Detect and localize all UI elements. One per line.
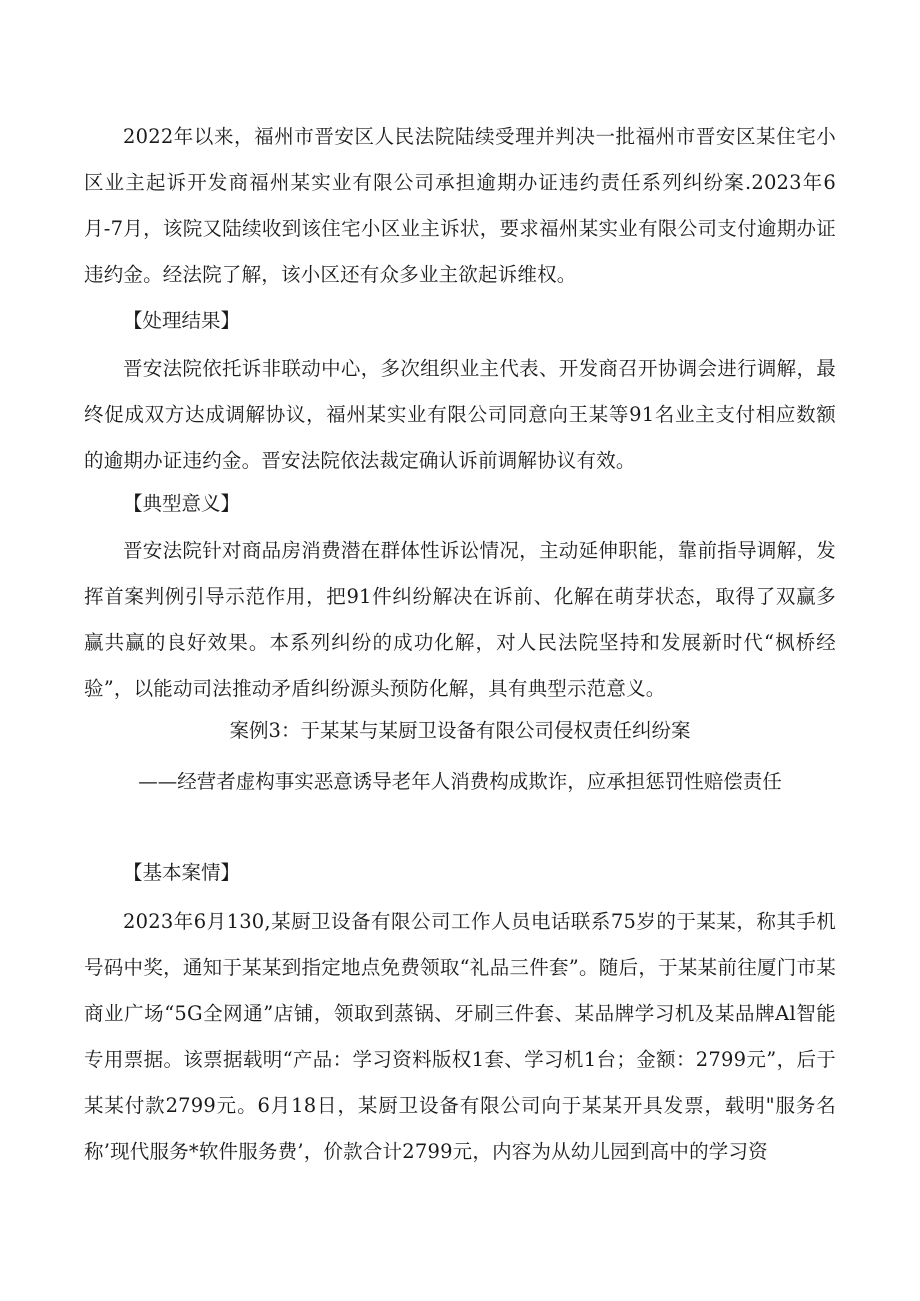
case-title: 案例3：于某某与某厨卫设备有限公司侵权责任纠纷案: [229, 719, 691, 742]
case-subtitle: ——经营者虚构事实恶意诱导老年人消费构成欺诈，应承担惩罚性赔偿责任: [138, 770, 782, 793]
result-heading: 【处理结果】: [123, 309, 241, 332]
intro-paragraph: 2022年以来，福州市晋安区人民法院陆续受理并判决一批福州市晋安区某住宅小区业主起诉开发商福州某实业有限公司承担逾期办证违约责任系列纠纷案.2023年6月-7月，该院又陆续收到该住宅小区业主诉状，要求福州某实业有限公司支付逾期办证违约金。经法院了解，该小区还有众多业主欲起诉维权。: [84, 125, 836, 286]
significance-paragraph: 晋安法院针对商品房消费潜在群体性诉讼情况，主动延伸职能，靠前指导调解，发挥首案判例引导示范作用，把91件纠纷解决在诉前、化解在萌芽状态，取得了双赢多赢共赢的良好效果。本系列纠纷的成功化解，对人民法院坚持和发展新时代“枫桥经验”，以能动司法推动矛盾纠纷源头预防化解，具有典型示范意义。: [84, 539, 836, 700]
basic-heading: 【基本案情】: [123, 861, 241, 884]
basic-paragraph: 2023年6月130,某厨卫设备有限公司工作人员电话联系75岁的于某某，称其手机号码中奖，通知于某某到指定地点免费领取“礼品三件套”。随后，于某某前往厦门市某商业广场“5G全网通”店铺，领取到蒸锅、牙刷三件套、某品牌学习机及某品牌Al智能专用票据。该票据载明“产品：学习资料版权1套、学习机1台；金额：2799元”，后于某某付款2799元。6月18日，某厨卫设备有限公司向于某某开具发票，载明"服务名称’现代服务*软件服务费’，价款合计2799元，内容为从幼儿园到高中的学习资: [84, 910, 836, 1163]
result-paragraph: 晋安法院依托诉非联动中心，多次组织业主代表、开发商召开协调会进行调解，最终促成双方达成调解协议，福州某实业有限公司同意向王某等91名业主支付相应数额的逾期办证违约金。晋安法院依法裁定确认诉前调解协议有效。: [84, 357, 836, 472]
significance-heading: 【典型意义】: [123, 492, 241, 515]
